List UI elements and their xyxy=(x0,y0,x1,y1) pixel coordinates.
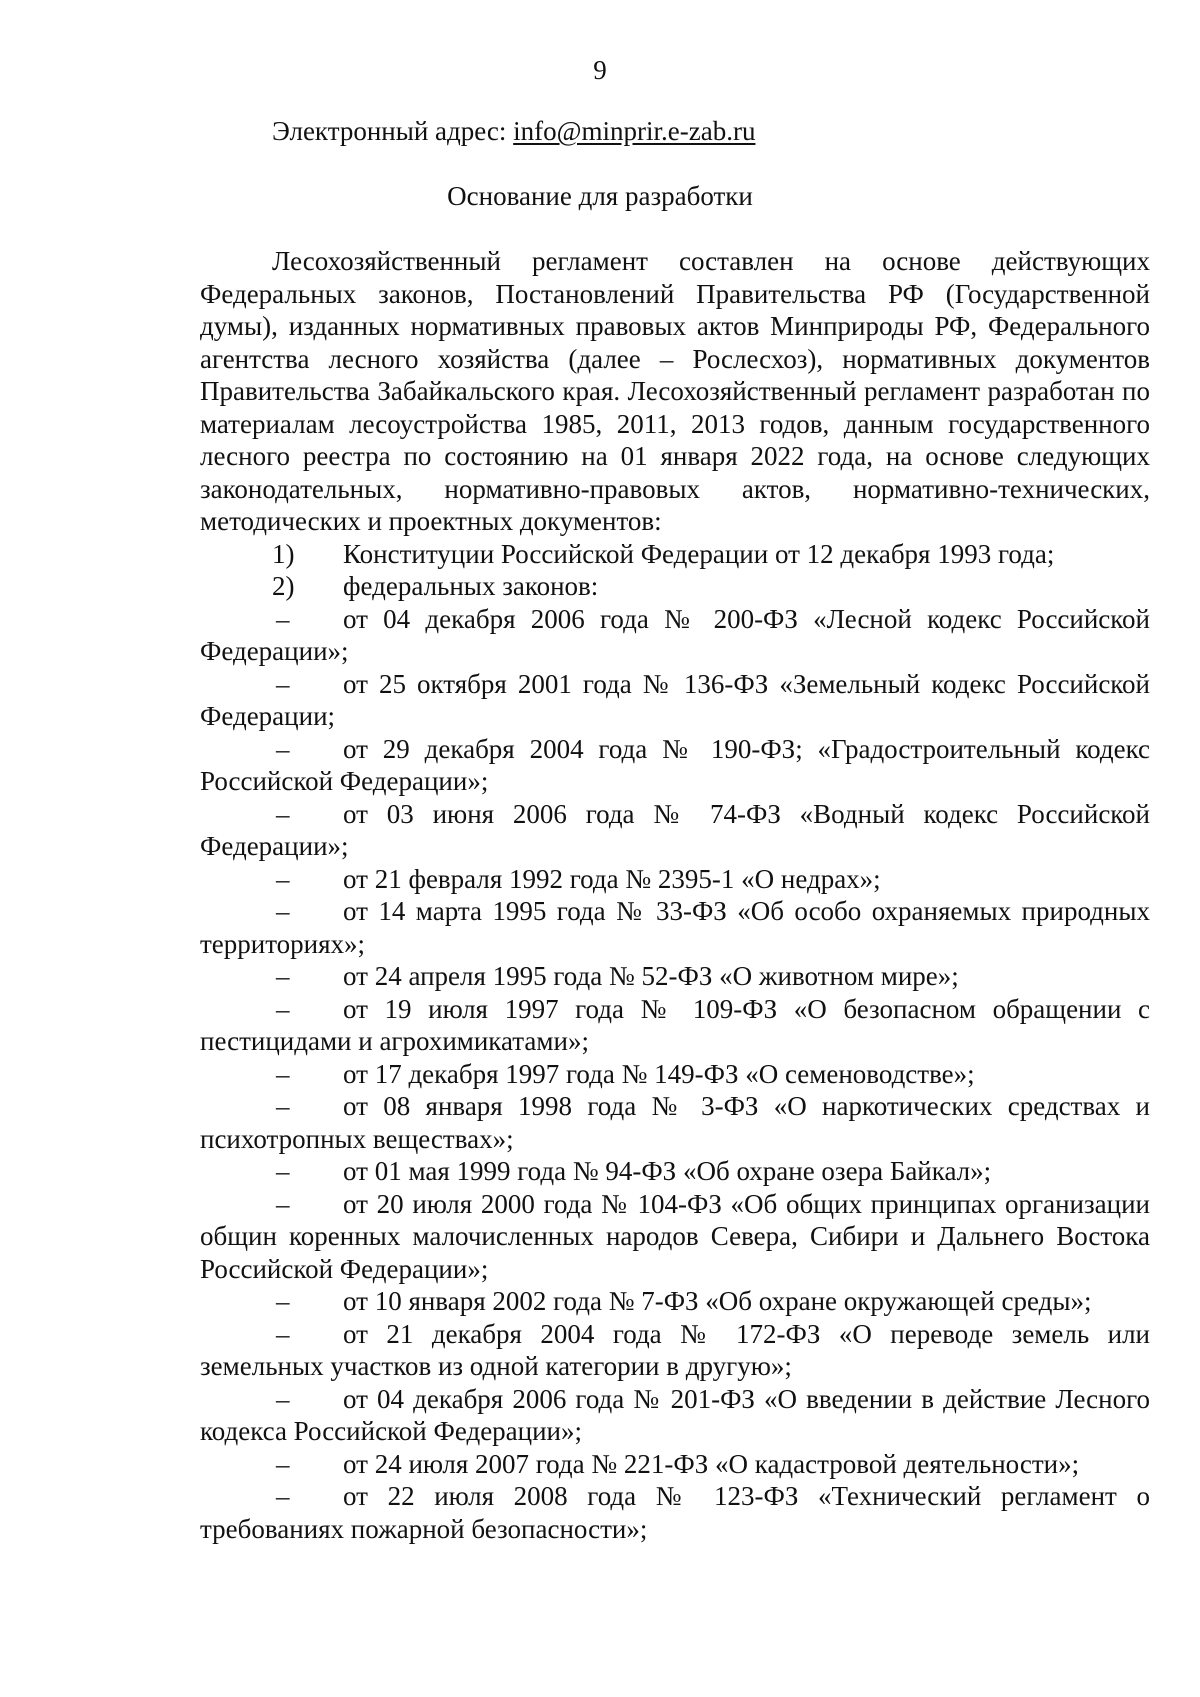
list-dash: – xyxy=(276,961,290,991)
section-title: Основание для разработки xyxy=(447,181,753,211)
law-list-item xyxy=(200,798,1150,863)
law-text: от 14 марта 1995 года № 33-ФЗ «Об особо охраняемых природных территориях»; xyxy=(200,896,1150,959)
document-body xyxy=(200,245,1150,1545)
list-dash: – xyxy=(276,993,290,1024)
federal-laws-list xyxy=(200,603,1150,1546)
law-list-item xyxy=(200,733,1150,798)
law-list-item xyxy=(200,1383,1150,1448)
page-number: 9 xyxy=(593,55,607,85)
contact-email-line xyxy=(272,115,755,147)
list-dash: – xyxy=(276,896,290,926)
law-text: от 04 декабря 2006 года № 201-ФЗ «О введении в действие Лесного кодекса Российской Федерации»; xyxy=(200,1383,1150,1446)
list-dash: – xyxy=(276,668,290,699)
law-text: от 17 декабря 1997 года № 149-ФЗ «О семеноводстве»; xyxy=(343,1058,975,1089)
numbered-item xyxy=(200,570,1150,603)
law-text: от 19 июля 1997 года № 109-ФЗ «О безопасном обращении с пестицидами и агрохимикатами»; xyxy=(200,993,1150,1056)
law-list-item xyxy=(200,1090,1150,1155)
law-list-item xyxy=(200,603,1150,668)
law-text: от 10 января 2002 года № 7-ФЗ «Об охране окружающей среды»; xyxy=(343,1286,1092,1316)
law-text: от 29 декабря 2004 года № 190-ФЗ; «Градостроительный кодекс Российской Федерации»; xyxy=(200,733,1150,796)
list-dash: – xyxy=(276,1448,290,1479)
law-text: от 08 января 1998 года № 3-ФЗ «О наркотических средствах и психотропных веществах»; xyxy=(200,1091,1150,1154)
law-text: от 03 июня 2006 года № 74-ФЗ «Водный кодекс Российской Федерации»; xyxy=(200,798,1150,861)
law-list-item xyxy=(200,1188,1150,1286)
law-list-item xyxy=(200,863,1150,896)
law-text: от 01 мая 1999 года № 94-ФЗ «Об охране озера Байкал»; xyxy=(343,1156,992,1186)
law-list-item xyxy=(200,1448,1150,1481)
list-dash: – xyxy=(276,1091,290,1121)
list-dash: – xyxy=(276,733,290,764)
list-dash: – xyxy=(276,1481,290,1511)
law-text: от 04 декабря 2006 года № 200-ФЗ «Лесной кодекс Российской Федерации»; xyxy=(200,603,1150,666)
item-text: федеральных законов: xyxy=(343,571,599,601)
law-text: от 21 февраля 1992 года № 2395-1 «О недрах»; xyxy=(343,863,881,894)
item-text: Конституции Российской Федерации от 12 декабря 1993 года; xyxy=(343,538,1055,569)
law-list-item xyxy=(200,1155,1150,1188)
list-dash: – xyxy=(276,1318,290,1349)
numbered-item xyxy=(200,538,1150,571)
list-dash: – xyxy=(276,798,290,829)
item-number: 2) xyxy=(272,571,295,601)
list-dash: – xyxy=(276,863,290,894)
law-list-item xyxy=(200,1318,1150,1383)
law-list-item xyxy=(200,1058,1150,1091)
law-list-item xyxy=(200,960,1150,993)
item-number: 1) xyxy=(272,538,295,569)
list-dash: – xyxy=(276,1188,290,1219)
intro-paragraph: Лесохозяйственный регламент составлен на основе действующих Федеральных законов, Постановлений Правительства РФ (Государственной думы), изданных нормативных правовых актов Минприроды РФ, Федерального агентства лесного хозяйства (далее – Рослесхоз), нормативных документов Правительства Забайкальского края. Лесохозяйственный регламент разработан по материалам лесоустройства 1985, 2011, 2013 годов, данным государственного лесного реестра по состоянию на 01 января 2022 года, на основе следующих законодательных, нормативно-правовых актов, нормативно-технических, методических и проектных документов: xyxy=(200,246,1150,536)
law-list-item xyxy=(200,993,1150,1058)
law-list-item xyxy=(200,1285,1150,1318)
law-text: от 25 октября 2001 года № 136-ФЗ «Земельный кодекс Российской Федерации; xyxy=(200,668,1150,731)
law-text: от 24 июля 2007 года № 221-ФЗ «О кадастровой деятельности»; xyxy=(343,1448,1080,1479)
law-text: от 20 июля 2000 года № 104-ФЗ «Об общих принципах организации общин коренных малочисленных народов Севера, Сибири и Дальнего Востока Российской Федерации»; xyxy=(200,1188,1150,1284)
email-label: Электронный адрес: xyxy=(272,116,514,146)
law-list-item xyxy=(200,668,1150,733)
law-list-item xyxy=(200,895,1150,960)
law-text: от 21 декабря 2004 года № 172-ФЗ «О переводе земель или земельных участков из одной категории в другую»; xyxy=(200,1318,1150,1381)
law-list-item xyxy=(200,1480,1150,1545)
list-dash: – xyxy=(276,1156,290,1186)
email-link[interactable]: info@minprir.e-zab.ru xyxy=(513,116,756,146)
law-text: от 24 апреля 1995 года № 52-ФЗ «О животном мире»; xyxy=(343,961,959,991)
law-text: от 22 июля 2008 года № 123-ФЗ «Технический регламент о требованиях пожарной безопасности»; xyxy=(200,1481,1150,1544)
list-dash: – xyxy=(276,1286,290,1316)
list-dash: – xyxy=(276,1058,290,1089)
list-dash: – xyxy=(276,603,290,634)
list-dash: – xyxy=(276,1383,290,1414)
